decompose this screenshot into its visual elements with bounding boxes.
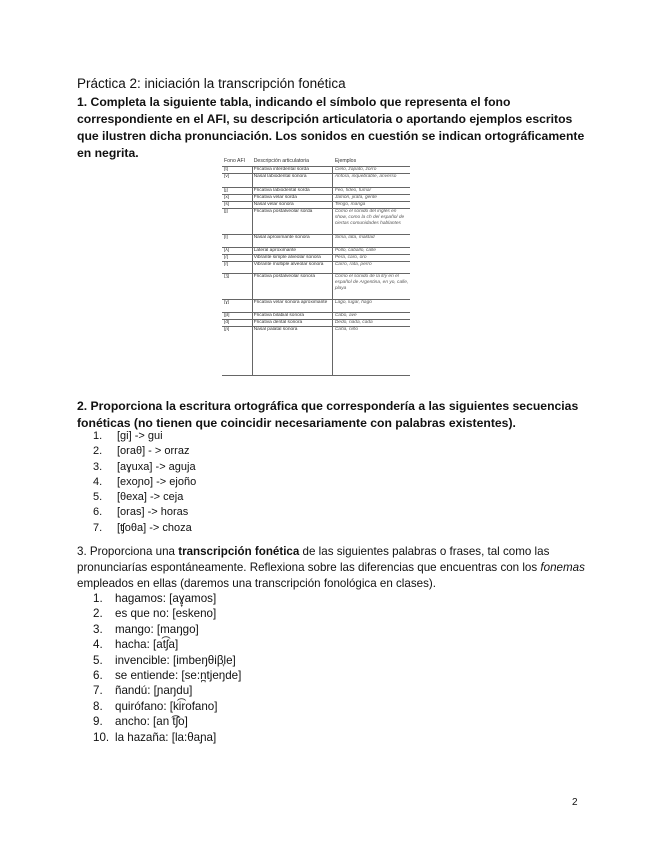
- table-body: [222, 166, 410, 333]
- cell-examples: Sima, lata, maldad: [334, 235, 375, 240]
- cell-examples: Feo, fideo, fumar: [334, 188, 372, 193]
- list-item: 10. la hazaña: [la:θaɲa]: [93, 730, 217, 744]
- exercise-3-list: [93, 591, 241, 745]
- cell-examples: Cielo, zapato, zorro: [334, 167, 377, 172]
- cell-symbol: [ɣ]: [224, 300, 230, 305]
- exercise-1-instructions: 1. Completa la siguiente tabla, indicando el símbolo que representa el fono correspondiente en el AFI, su descripción articulatoria o aportando ejemplos escritos que ilustren dicha pronunciación. Los sonidos en cuestión se indican ortográficamente en negrita.: [77, 95, 585, 160]
- cell-description: Fricativa velar sonora aproximante: [253, 300, 328, 305]
- header-symbol: Fono AFI: [224, 158, 246, 164]
- table-row: [222, 261, 410, 273]
- cell-examples: Dedo, nada, cada: [334, 320, 373, 325]
- cell-symbol: [l]: [224, 235, 228, 240]
- table-bottom-rule: [222, 375, 410, 376]
- list-item: 9. ancho: [an ͡tʃo]: [93, 715, 188, 729]
- cell-description: Fricativa postalveolar sorda: [253, 209, 313, 214]
- cell-symbol: [v]: [224, 174, 230, 179]
- list-item: 8. quirófano: [ki͡rofano]: [93, 699, 218, 713]
- list-item: 1. hagamos: [aɣ̞amos]: [93, 592, 217, 605]
- cell-description: Fricativa labiodental sorda: [253, 188, 310, 193]
- exercise-3-instructions: 3. Proporciona una transcripción fonética de las siguientes palabras o frases, tal como las pronunciarías espontáneamente. Reflexiona sobre las diferencias que encuentras con los fonemas empleados en ellas (daremos una transcripción fonológica en clases).: [77, 545, 585, 590]
- cell-symbol: [ʃ]: [224, 209, 228, 214]
- cell-description: Vibrante múltiple alveolar sonora: [253, 262, 324, 267]
- table-row: [222, 201, 410, 208]
- table-row: [222, 254, 410, 261]
- list-item: 4. hacha: [at͡ʃa]: [93, 638, 179, 652]
- list-item: 5. invencible: [imbeŋθiβ̞le]: [93, 653, 236, 667]
- cell-description: Vibrante simple alveolar sonora: [253, 255, 321, 260]
- cell-symbol: [x]: [224, 195, 230, 200]
- cell-description: Nasal labiodental sonora: [253, 174, 307, 179]
- cell-description: Fricativa postalveolar sonora: [253, 274, 316, 279]
- table-row: [222, 273, 410, 299]
- cell-symbol: [r]: [224, 262, 229, 267]
- cell-examples: Carro, rata, perro: [334, 262, 372, 267]
- table-row: [222, 299, 410, 312]
- table-row: [222, 319, 410, 326]
- cell-examples: Caña, niño: [334, 327, 359, 332]
- list-item: 6. [oras] -> horas: [93, 506, 189, 519]
- table-row: [222, 326, 410, 333]
- list-item: 5. [θexa] -> ceja: [93, 491, 184, 504]
- list-item: 1. [gi] -> gui: [93, 430, 163, 442]
- cell-description: Nasal palatal sonora: [253, 327, 298, 332]
- cell-description: Nasal velar sonora: [253, 202, 294, 207]
- phonetic-table: [222, 158, 410, 376]
- list-item: 4. [exoɲo] -> ejoño: [93, 475, 197, 488]
- header-description: Descripción articulatoria: [253, 158, 310, 164]
- table-row: [222, 234, 410, 247]
- table-row: [222, 208, 410, 234]
- cell-description: Fricativa interdental sorda: [253, 167, 309, 172]
- cell-examples: Lago, lugar, hago: [334, 300, 372, 305]
- table-row: [222, 173, 410, 187]
- cell-examples: Como el sonido de la ll/y en el español de Argentina, en yo, calle, playa: [334, 274, 409, 292]
- cell-symbol: [ʒ]: [224, 274, 230, 279]
- table-divider: [332, 166, 333, 376]
- cell-symbol: [ð]: [224, 320, 230, 325]
- cell-symbol: [t]: [224, 167, 228, 172]
- list-item: 6. se entiende: [se:n̪tjeŋde]: [93, 669, 242, 683]
- list-item: 7. [ʧoθa] -> choza: [93, 521, 192, 534]
- cell-symbol: [ɾ]: [224, 255, 229, 260]
- cell-examples: Pera, caro, oro: [334, 255, 367, 260]
- cell-examples: Anfora, inquebrable, anverso: [334, 174, 397, 179]
- list-item: 7. ñandú: [ɲaŋdu]: [93, 684, 193, 698]
- cell-description: Lateral aproximante: [253, 248, 297, 253]
- table-row: [222, 312, 410, 319]
- cell-description: Fricativa bilabial sonora: [253, 313, 305, 318]
- list-item: 2. [oraθ] - > orraz: [93, 445, 190, 458]
- list-item: 2. es que no: [eskeno]: [93, 607, 217, 621]
- cell-description: Fricativa dental sonora: [253, 320, 303, 325]
- cell-description: Nasal aproximante sonora: [253, 235, 310, 240]
- table-row: [222, 187, 410, 194]
- cell-examples: Cabo, ave: [334, 313, 357, 318]
- cell-examples: Pollo, caballo, calle: [334, 248, 376, 253]
- header-examples: Ejemplos: [334, 158, 357, 164]
- page-number: 2: [572, 797, 578, 808]
- cell-description: Fricativa velar sorda: [253, 195, 297, 200]
- cell-examples: Jamón, jirafa, gente: [334, 195, 377, 200]
- cell-symbol: [β]: [224, 313, 230, 318]
- exercise-2-instructions: 2. Proporciona la escritura ortográfica que correspondería a las siguientes secuencias fonéticas (no tienen que coincidir necesariamente con palabras existentes).: [77, 399, 579, 430]
- list-item: 3. [aɣuxa] -> aguja: [93, 460, 196, 473]
- table-row: [222, 166, 410, 173]
- list-item: 3. mango: [maŋgo]: [93, 622, 199, 636]
- document-title: Práctica 2: iniciación la transcripción fonética: [77, 76, 346, 91]
- cell-examples: Tengo, manga: [334, 202, 366, 207]
- cell-examples: Como el sonido del inglés en show, como la ch del español de ciertas comunidades hablantes: [334, 209, 405, 227]
- cell-symbol: [j]: [224, 188, 228, 193]
- cell-symbol: [ʎ]: [224, 248, 230, 253]
- table-row: [222, 194, 410, 201]
- table-divider: [252, 166, 253, 376]
- cell-symbol: [ɲ]: [224, 327, 230, 332]
- exercise-2-list: [93, 429, 196, 536]
- table-row: [222, 247, 410, 254]
- table-header: [222, 158, 410, 166]
- cell-symbol: [s]: [224, 202, 230, 207]
